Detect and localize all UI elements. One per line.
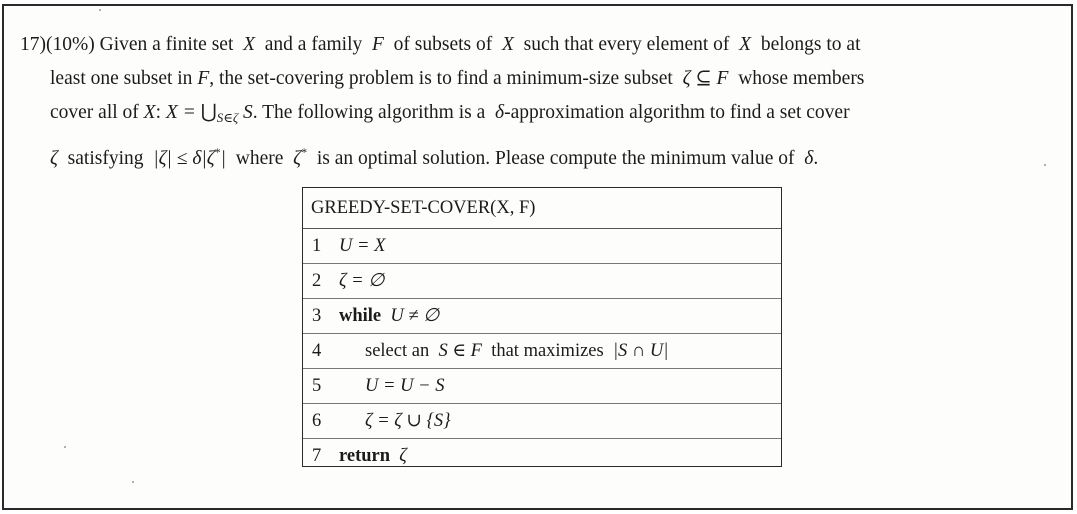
keyword-return: return — [339, 446, 391, 466]
line-code-expr: U ≠ ∅ — [390, 306, 440, 326]
algorithm-line — [303, 439, 781, 473]
algorithm-line — [303, 299, 781, 334]
text-run: , the set-covering problem is to find a minimum-size subset — [209, 68, 673, 89]
problem-line-3 — [20, 96, 1070, 135]
math-var: X — [143, 102, 156, 123]
line-code — [365, 334, 668, 368]
text-run: satisfying — [67, 148, 144, 169]
union-symbol: ⋃ — [200, 102, 217, 123]
line-number: 1 — [312, 236, 322, 256]
text-run: and a family — [264, 34, 363, 55]
math-var: F — [197, 68, 210, 89]
line-number: 4 — [312, 341, 322, 361]
text-run: : — [155, 102, 162, 123]
line-code: U = X — [339, 236, 386, 256]
algorithm-line — [303, 404, 781, 439]
math-sup: * — [214, 145, 221, 159]
math-var: X — [739, 34, 752, 55]
text-run: where — [235, 148, 284, 169]
problem-statement — [20, 28, 1070, 176]
line-code — [339, 439, 407, 473]
text-run: cover all of — [50, 102, 139, 123]
problem-line-2 — [20, 62, 1070, 96]
line-number: 3 — [312, 306, 322, 326]
algorithm-line — [303, 334, 781, 369]
text-run: . The following algorithm is a — [252, 102, 486, 123]
algorithm-title: GREEDY-SET-COVER(X, F) — [303, 188, 781, 229]
text-run: select an — [365, 341, 430, 361]
keyword-while: while — [339, 306, 382, 326]
math-expr: |ζ| ≤ δ|ζ — [153, 148, 215, 169]
math-expr: X = — [165, 102, 196, 123]
line-code: ζ = ζ ∪ {S} — [365, 411, 451, 431]
scan-speck — [64, 446, 66, 448]
problem-line-1 — [20, 28, 1070, 62]
text-run: belongs to at — [760, 34, 861, 55]
union-subscript: S∈ζ — [216, 110, 239, 125]
math-var: S — [242, 102, 253, 123]
math-var: δ — [495, 102, 505, 123]
line-number: 7 — [312, 446, 322, 466]
text-run: whose members — [738, 68, 865, 89]
question-frame — [2, 4, 1073, 510]
algorithm-line — [303, 229, 781, 264]
algorithm-line — [303, 264, 781, 299]
text-run: that maximizes — [491, 341, 604, 361]
math-var: X — [502, 34, 514, 55]
text-run: -approximation algorithm to find a set cover — [504, 102, 850, 123]
math-sup: * — [301, 145, 308, 159]
text-run: . — [813, 148, 819, 169]
math-expr: | — [220, 148, 227, 169]
line-code: ζ = ∅ — [339, 271, 385, 291]
line-code-expr: ζ — [399, 446, 407, 466]
text-run: least one subset in — [50, 68, 193, 89]
text-run: is an optimal solution. Please compute the minimum value of — [316, 148, 795, 169]
text-run: Given a finite set — [99, 34, 234, 55]
algorithm-box — [302, 187, 782, 467]
math-var: F — [372, 34, 384, 55]
problem-line-4 — [20, 135, 1070, 176]
scan-speck — [132, 481, 134, 483]
question-weight: (10%) — [46, 34, 95, 55]
line-code-expr: |S ∩ U| — [612, 341, 669, 361]
line-number: 2 — [312, 271, 322, 291]
line-code-expr: S ∈ F — [438, 341, 482, 361]
text-run: of subsets of — [393, 34, 493, 55]
question-number: 17) — [20, 34, 46, 55]
line-number: 6 — [312, 411, 322, 431]
math-var: ζ — [293, 148, 302, 169]
math-var: ζ — [50, 148, 58, 169]
line-code — [339, 299, 439, 333]
math-expr: ζ ⊆ F — [682, 68, 729, 89]
math-var: δ — [804, 148, 814, 169]
scan-speck — [99, 9, 101, 11]
line-code: U = U − S — [365, 376, 445, 396]
math-var: X — [243, 34, 256, 55]
algorithm-line — [303, 369, 781, 404]
line-number: 5 — [312, 376, 322, 396]
text-run: such that every element of — [523, 34, 730, 55]
